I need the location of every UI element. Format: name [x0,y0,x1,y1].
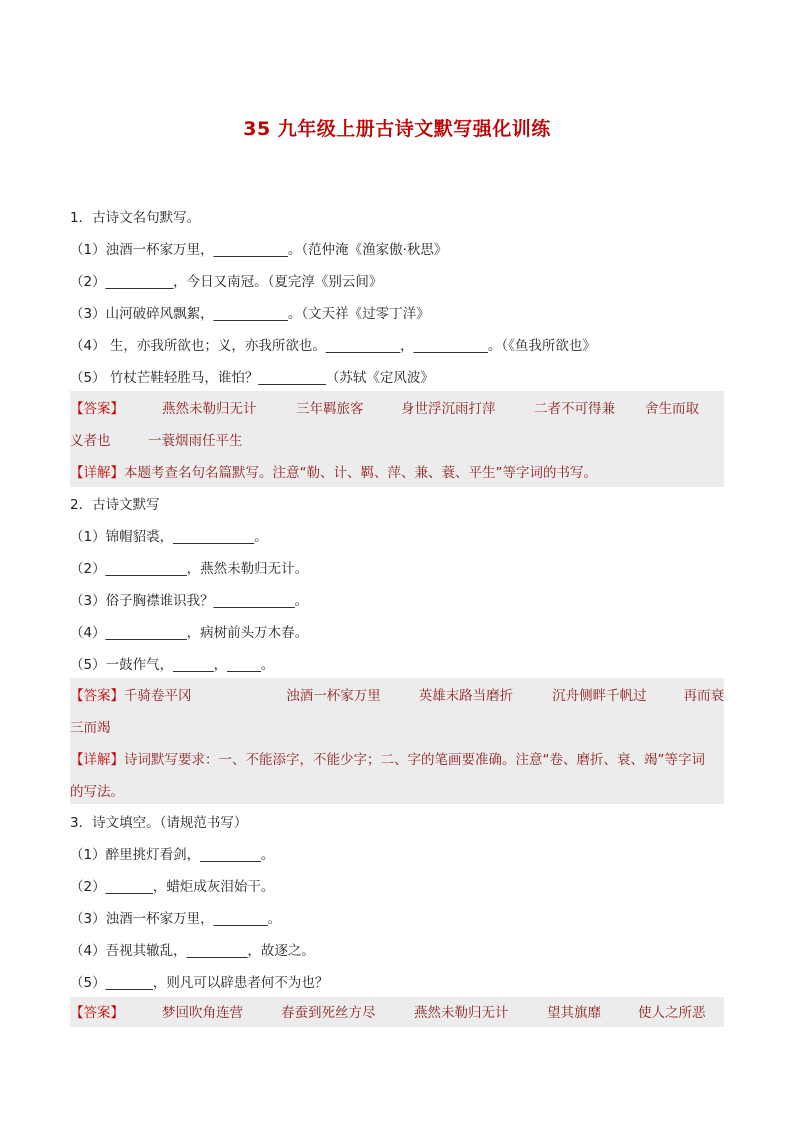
q1-item-2: （2）__________，今日又南冠。（夏完淳《别云间》 [70,274,383,290]
detail-text: 本题考查名句名篇默写。注意“勒、计、羁、萍、兼、蓑、平生”等字词的书写。 [124,465,597,481]
answer-item: 义者也 [70,433,111,449]
answer-item: 英雄末路当磨折 [418,688,514,704]
answer-item: 再而衰 [683,688,724,704]
answer-item: 一蓑烟雨任平生 [148,433,243,449]
answer-item: 千骑卷平冈 [124,688,192,704]
q3-item-4: （4）吾视其辙乱，_________，故逐之。 [70,943,315,959]
q1-item-3: （3）山河破碎风飘絮，___________。（文天祥《过零丁洋》 [70,306,430,322]
q2-item-4: （4）____________，病树前头万木春。 [70,625,309,641]
q3-heading: 3．诗文填空。（请规范书写） [70,815,248,831]
answer-item: 春蚕到死丝方尽 [281,1005,376,1021]
answer-item: 使人之所恶 [638,1005,706,1021]
answer-item: 浊酒一杯家万里 [286,688,381,704]
answer-item: 梦回吹角连营 [162,1005,243,1021]
q2-answer-row-cont [70,718,724,738]
answer-tag: 【答案】 [70,688,124,704]
q2-item-2: （2）____________，燕然未勒归无计。 [70,561,309,577]
answer-item: 燕然未勒归无计 [414,1005,509,1021]
detail-tag: 【详解】 [70,752,124,768]
q1-detail [70,463,724,483]
q2-answer-row [70,686,724,706]
q2-item-1: （1）锦帽貂裘，____________。 [70,529,268,545]
answer-item: 身世浮沉雨打萍 [401,401,496,417]
q1-answer-row-cont [70,431,724,451]
answer-item: 二者不可得兼 [534,401,615,417]
q1-item-5: （5） 竹杖芒鞋轻胜马，谁怕？__________（苏轼《定风波》 [70,370,434,386]
answer-item: 舍生而取 [645,401,699,417]
q1-heading: 1．古诗文名句默写。 [70,210,201,226]
q3-item-5: （5）_______，则凡可以辟患者何不为也？ [70,975,329,991]
q2-detail-cont [70,782,724,802]
q3-item-2: （2）_______，蜡炬成灰泪始干。 [70,879,275,895]
q2-detail [70,750,724,770]
q2-item-3: （3）俗子胸襟谁识我？____________。 [70,593,309,609]
q3-item-1: （1）醉里挑灯看剑，_________。 [70,847,275,863]
answer-tag: 【答案】 [70,1005,124,1021]
detail-text: 诗词默写要求：一、不能添字，不能少字；二、字的笔画要准确。注意“卷、磨折、衰、竭”等字词 [124,752,705,768]
page-title: 35 九年级上册古诗文默写强化训练 [243,118,551,140]
q2-item-5: （5）一鼓作气，______，_____。 [70,657,275,673]
q1-item-1: （1）浊酒一杯家万里，___________。（范仲淹《渔家傲·秋思》 [70,242,448,258]
q1-answer-row [70,399,724,419]
detail-tag: 【详解】 [70,465,124,481]
q1-item-4: （4） 生，亦我所欲也；义，亦我所欲也。___________，___________。（《鱼我所欲也》 [70,338,596,354]
q3-answer-row [70,1003,724,1023]
answer-item: 燕然未勒归无计 [162,401,257,417]
q3-item-3: （3）浊酒一杯家万里，________。 [70,911,282,927]
answer-item: 沉舟侧畔千帆过 [552,688,647,704]
answer-item: 三年羁旅客 [296,401,364,417]
q2-heading: 2．古诗文默写 [70,497,160,513]
answer-item: 望其旗靡 [547,1005,601,1021]
detail-text: 的写法。 [70,784,124,800]
answer-item: 三而竭 [70,720,111,736]
answer-tag: 【答案】 [70,401,124,417]
